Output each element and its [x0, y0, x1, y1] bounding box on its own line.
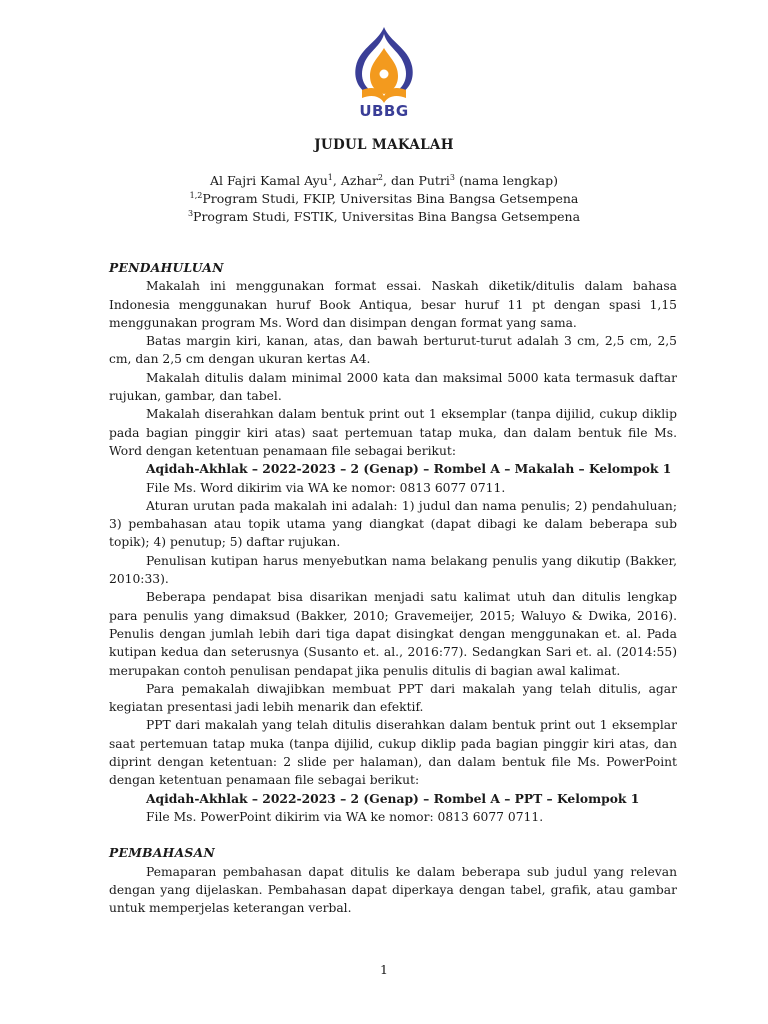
paragraph: File Ms. Word dikirim via WA ke nomor: 0813 6077 0711. [146, 480, 506, 495]
author-block [0, 172, 768, 226]
author-note: (nama lengkap) [455, 173, 559, 188]
author-names-line [0, 172, 768, 190]
author-name: Al Fajri Kamal Ayu [209, 173, 328, 188]
paragraph: Makalah diserahkan dalam bentuk print out 1 eksemplar (tanpa dijilid, cukup diklip pada bagian pinggir kiri atas) saat pertemuan tatap muka, dan dalam bentuk file Ms. Word dengan ketentuan penamaan file sebagai berikut: [109, 407, 677, 458]
ppt-filename-format: Aqidah-Akhlak – 2022-2023 – 2 (Genap) – Rombel A – PPT – Kelompok 1 [146, 790, 640, 806]
paragraph: Para pemakalah diwajibkan membuat PPT dari makalah yang telah ditulis, agar kegiatan presentasi jadi lebih menarik dan efektif. [109, 681, 677, 715]
logo-text: UBBG [359, 102, 409, 120]
page-number: 1 [380, 962, 388, 977]
affiliation-marker: 3 [449, 172, 456, 182]
paragraph: Penulisan kutipan harus menyebutkan nama belakang penulis yang dikutip (Bakker, 2010:33). [109, 553, 677, 587]
affiliation-marker: 2 [377, 172, 384, 182]
author-separator: , dan [383, 173, 419, 188]
section-heading-pembahasan: PEMBAHASAN [109, 845, 215, 861]
affiliation-marker: 1 [327, 172, 333, 182]
paragraph: Pemaparan pembahasan dapat ditulis ke dalam beberapa sub judul yang relevan dengan yang dijelaskan. Pembahasan dapat diperkaya dengan tabel, grafik, atau gambar untuk memperjelas keterangan verbal. [109, 864, 677, 916]
paragraph: Aturan urutan pada makalah ini adalah: 1) judul dan nama penulis; 2) pendahuluan; 3) pembahasan atau topik utama yang diangkat (dapat dibagi ke dalam beberapa sub topik); 4) penutup; 5) daftar rujukan. [109, 498, 677, 550]
paragraph: Beberapa pendapat bisa disarikan menjadi satu kalimat utuh dan ditulis lengkap para penulis yang dimaksud (Bakker, 2010; Gravemeijer, 2015; Waluyo & Dwika, 2016). Penulis dengan jumlah lebih dari tiga dapat disingkat dengan menggunakan et. al. Pada kutipan kedua dan seterusnya (Susanto et. al., 2016:77). Sedangkan Sari et. al. (2014:55) merupakan contoh penulisan pendapat jika penulis ditulis di bagian awal kalimat. [109, 590, 677, 678]
section-spacer [109, 826, 677, 844]
paragraph: PPT dari makalah yang telah ditulis diserahkan dalam bentuk print out 1 eksemplar saat pertemuan tatap muka (tanpa dijilid, cukup diklip pada bagian pinggir kiri atas, dan diprint dengan ketentuan: 2 slide per halaman), dan dalam bentuk file Ms. PowerPoint dengan ketentuan penamaan file sebagai berikut: [109, 718, 677, 788]
section-heading-pendahuluan: PENDAHULUAN [109, 260, 224, 275]
author-separator: , [332, 173, 341, 188]
document-body [109, 259, 677, 917]
paragraph: Makalah ini menggunakan format essai. Naskah diketik/ditulis dalam bahasa Indonesia menggunakan huruf Book Antiqua, besar huruf 11 pt dengan spasi 1,15 menggunakan program Ms. Word dan disimpan dengan format yang sama. [109, 279, 677, 330]
document-title: JUDUL MAKALAH [314, 137, 454, 153]
affiliation-marker: 1,2 [189, 190, 203, 200]
paragraph: Batas margin kiri, kanan, atas, dan bawah berturut-turut adalah 3 cm, 2,5 cm, 2,5 cm, dan 2,5 cm dengan ukuran kertas A4. [109, 334, 677, 367]
logo-center-dot [380, 70, 389, 79]
affiliation-text: Program Studi, FKIP, Universitas Bina Bangsa Getsempena [202, 191, 579, 206]
paragraph: File Ms. PowerPoint dikirim via WA ke nomor: 0813 6077 0711. [146, 809, 544, 824]
author-name: Putri [418, 173, 450, 188]
word-filename-format: Aqidah-Akhlak – 2022-2023 – 2 (Genap) – Rombel A – Makalah – Kelompok 1 [146, 461, 672, 477]
affiliation-line [0, 208, 768, 226]
paragraph: Makalah ditulis dalam minimal 2000 kata dan maksimal 5000 kata termasuk daftar rujukan, gambar, dan tabel. [109, 370, 677, 404]
affiliation-text: Program Studi, FSTIK, Universitas Bina Bangsa Getsempena [193, 209, 581, 224]
affiliation-line [0, 190, 768, 208]
author-name: Azhar [340, 173, 378, 188]
affiliation-marker: 3 [187, 208, 194, 218]
